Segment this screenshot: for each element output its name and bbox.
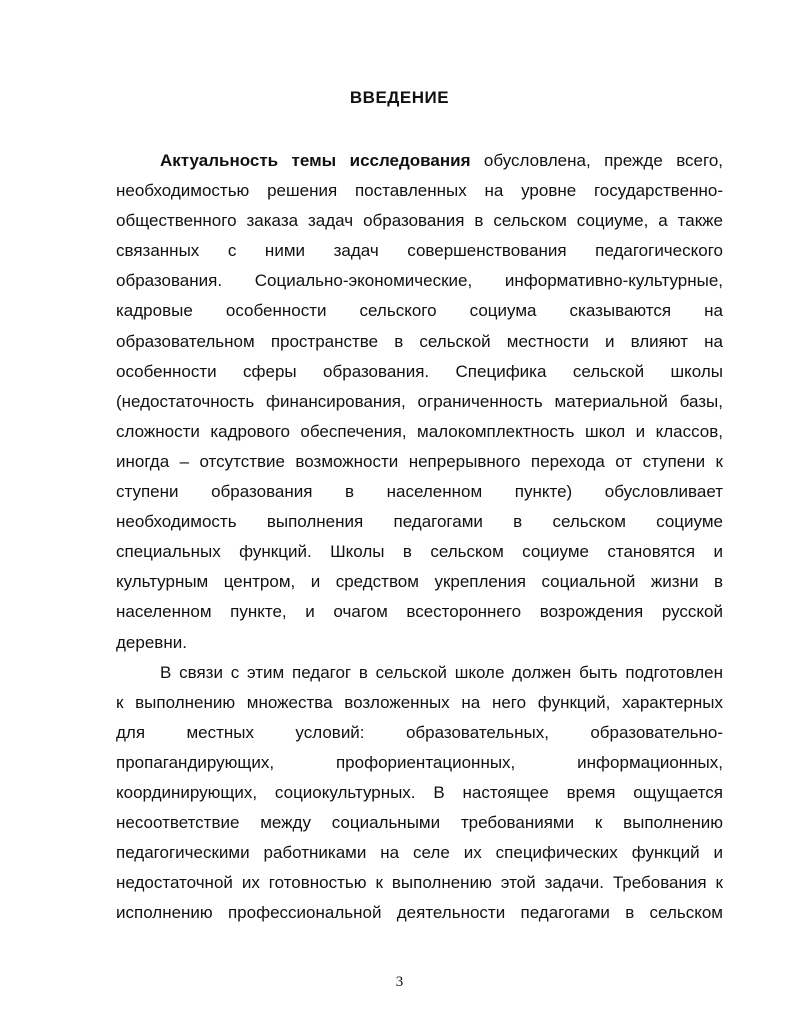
paragraph-1-line: (недостаточность финансирования, ограниченность материальной базы, [116, 391, 723, 411]
paragraph-2-line: пропагандирующих, профориентационных, информационных, [116, 752, 723, 772]
paragraph-1-line: общественного заказа задач образования в сельском социуме, а также [116, 211, 723, 231]
paragraph-1-line: сложности кадрового обеспечения, малокомплектность школ и классов, [116, 421, 723, 441]
paragraph-2-line: В связи с этим педагог в сельской школе должен быть подготовлен [160, 662, 723, 682]
paragraph-1-line: образовательном пространстве в сельской местности и влияют на [116, 331, 723, 351]
paragraph-1-line: иногда – отсутствие возможности непрерывного перехода от ступени к [116, 451, 723, 471]
paragraph-2-line: педагогическими работниками на селе их специфических функций и [116, 843, 723, 863]
text-run: обусловлена, прежде всего, [470, 151, 723, 170]
paragraph-1-line: культурным центром, и средством укрепления социальной жизни в [116, 572, 723, 592]
paragraph-1-line: ступени образования в населенном пункте) обусловливает [116, 482, 723, 502]
paragraph-2-line: координирующих, социокультурных. В настоящее время ощущается [116, 782, 723, 802]
paragraph-2-line: исполнению профессиональной деятельности педагогами в сельском [116, 903, 723, 923]
paragraph-2-line: для местных условий: образовательных, образовательно- [116, 722, 723, 742]
paragraph-1-line: особенности сферы образования. Специфика сельской школы [116, 361, 723, 381]
paragraph-1-line [116, 146, 723, 176]
paragraph-1-line: образования. Социально-экономические, информативно-культурные, [116, 271, 723, 291]
page-number: 3 [395, 974, 404, 990]
page-title: ВВЕДЕНИЕ [349, 88, 450, 107]
paragraph-2-line: несоответствие между социальными требованиями к выполнению [116, 813, 723, 833]
paragraph-1-line: кадровые особенности сельского социума сказываются на [116, 301, 723, 321]
lead-phrase-bold: Актуальность темы исследования [160, 151, 471, 170]
paragraph-1-line: необходимость выполнения педагогами в сельском социуме [116, 512, 723, 532]
paragraph-1-last-line: деревни. [116, 632, 187, 652]
body-text [116, 146, 723, 928]
paragraph-2-line: недостаточной их готовностью к выполнению этой задачи. Требования к [116, 873, 723, 893]
paragraph-1-line: населенном пункте, и очагом всестороннего возрождения русской [116, 602, 723, 622]
paragraph-1-line: специальных функций. Школы в сельском социуме становятся и [116, 542, 723, 562]
paragraph-1-line: связанных с ними задач совершенствования педагогического [116, 241, 723, 261]
paragraph-1-line: необходимостью решения поставленных на уровне государственно- [116, 181, 723, 201]
paragraph-2-line: к выполнению множества возложенных на него функций, характерных [116, 692, 723, 712]
